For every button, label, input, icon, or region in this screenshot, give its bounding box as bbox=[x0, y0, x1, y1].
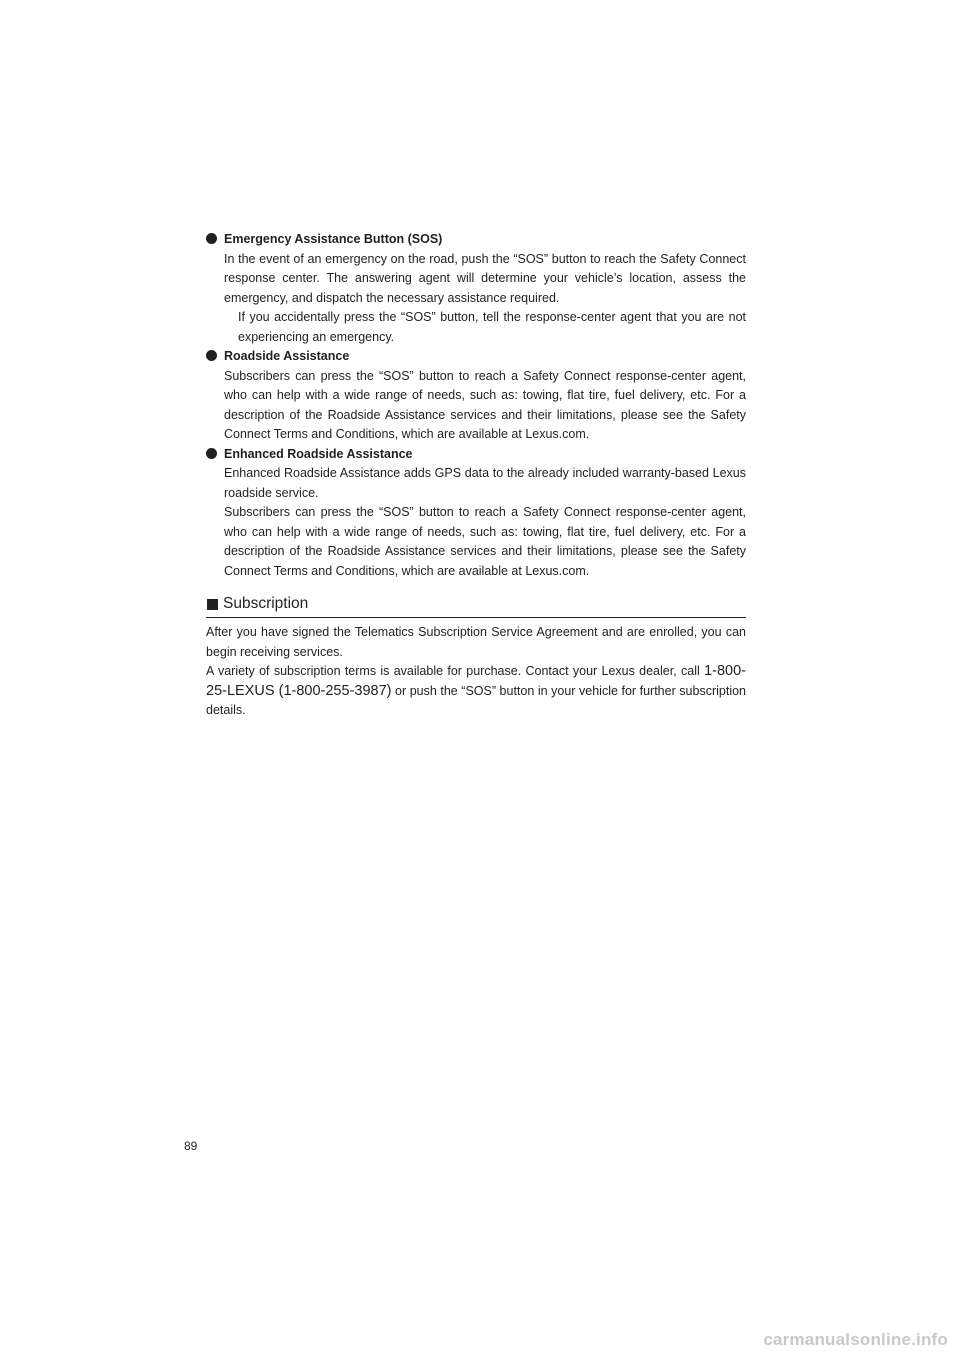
bullet-icon bbox=[206, 350, 217, 361]
item-paragraph: In the event of an emergency on the road, push the “SOS” button to reach the Safety Connect response center. The answering agent will determine your vehicle’s location, assess the emergency, and dispatch the necessary assistance required. bbox=[224, 251, 746, 305]
list-item bbox=[206, 347, 746, 445]
list-item bbox=[206, 445, 746, 582]
bullet-icon bbox=[206, 448, 217, 459]
item-title: Roadside Assistance bbox=[224, 349, 350, 363]
page-content bbox=[206, 230, 746, 721]
paragraph-text: A variety of subscription terms is available for purchase. Contact your Lexus dealer, call bbox=[206, 664, 700, 678]
section-title: Subscription bbox=[223, 595, 309, 612]
section-paragraph bbox=[206, 662, 746, 721]
item-paragraph: Enhanced Roadside Assistance adds GPS data to the already included warranty-based Lexus roadside service. bbox=[224, 466, 746, 500]
list-item bbox=[206, 230, 746, 347]
item-note: If you accidentally press the “SOS” button, tell the response-center agent that you are not experiencing an emergency. bbox=[238, 310, 746, 344]
item-title: Emergency Assistance Button (SOS) bbox=[224, 232, 443, 246]
item-title: Enhanced Roadside Assistance bbox=[224, 446, 413, 461]
page-number: 89 bbox=[184, 1139, 198, 1153]
section-heading bbox=[206, 593, 746, 618]
paragraph-text: or push the “SOS” button in your vehicle for further subscription details. bbox=[206, 683, 746, 717]
square-bullet-icon bbox=[207, 599, 218, 610]
section-paragraph: After you have signed the Telematics Subscription Service Agreement and are enrolled, you can begin receiving services. bbox=[206, 625, 746, 659]
item-paragraph: Subscribers can press the “SOS” button to reach a Safety Connect response-center agent, who can help with a wide range of needs, such as: towing, flat tire, fuel delivery, etc. For a description of the Roadside Assistance services and their limitations, please see the Safety Connect Terms and Conditions, which are available at Lexus.com. bbox=[224, 505, 746, 578]
phone-number: 1-800-25-LEXUS (1-800-255-3987) bbox=[206, 663, 746, 699]
item-paragraph: Subscribers can press the “SOS” button to reach a Safety Connect response-center agent, who can help with a wide range of needs, such as: towing, flat tire, fuel delivery, etc. For a description of the Roadside Assistance services and their limitations, please see the Safety Connect Terms and Conditions, which are available at Lexus.com. bbox=[224, 368, 746, 441]
bullet-icon bbox=[206, 233, 217, 244]
watermark: carmanualsonline.info bbox=[763, 1330, 948, 1349]
section-body bbox=[206, 623, 746, 721]
